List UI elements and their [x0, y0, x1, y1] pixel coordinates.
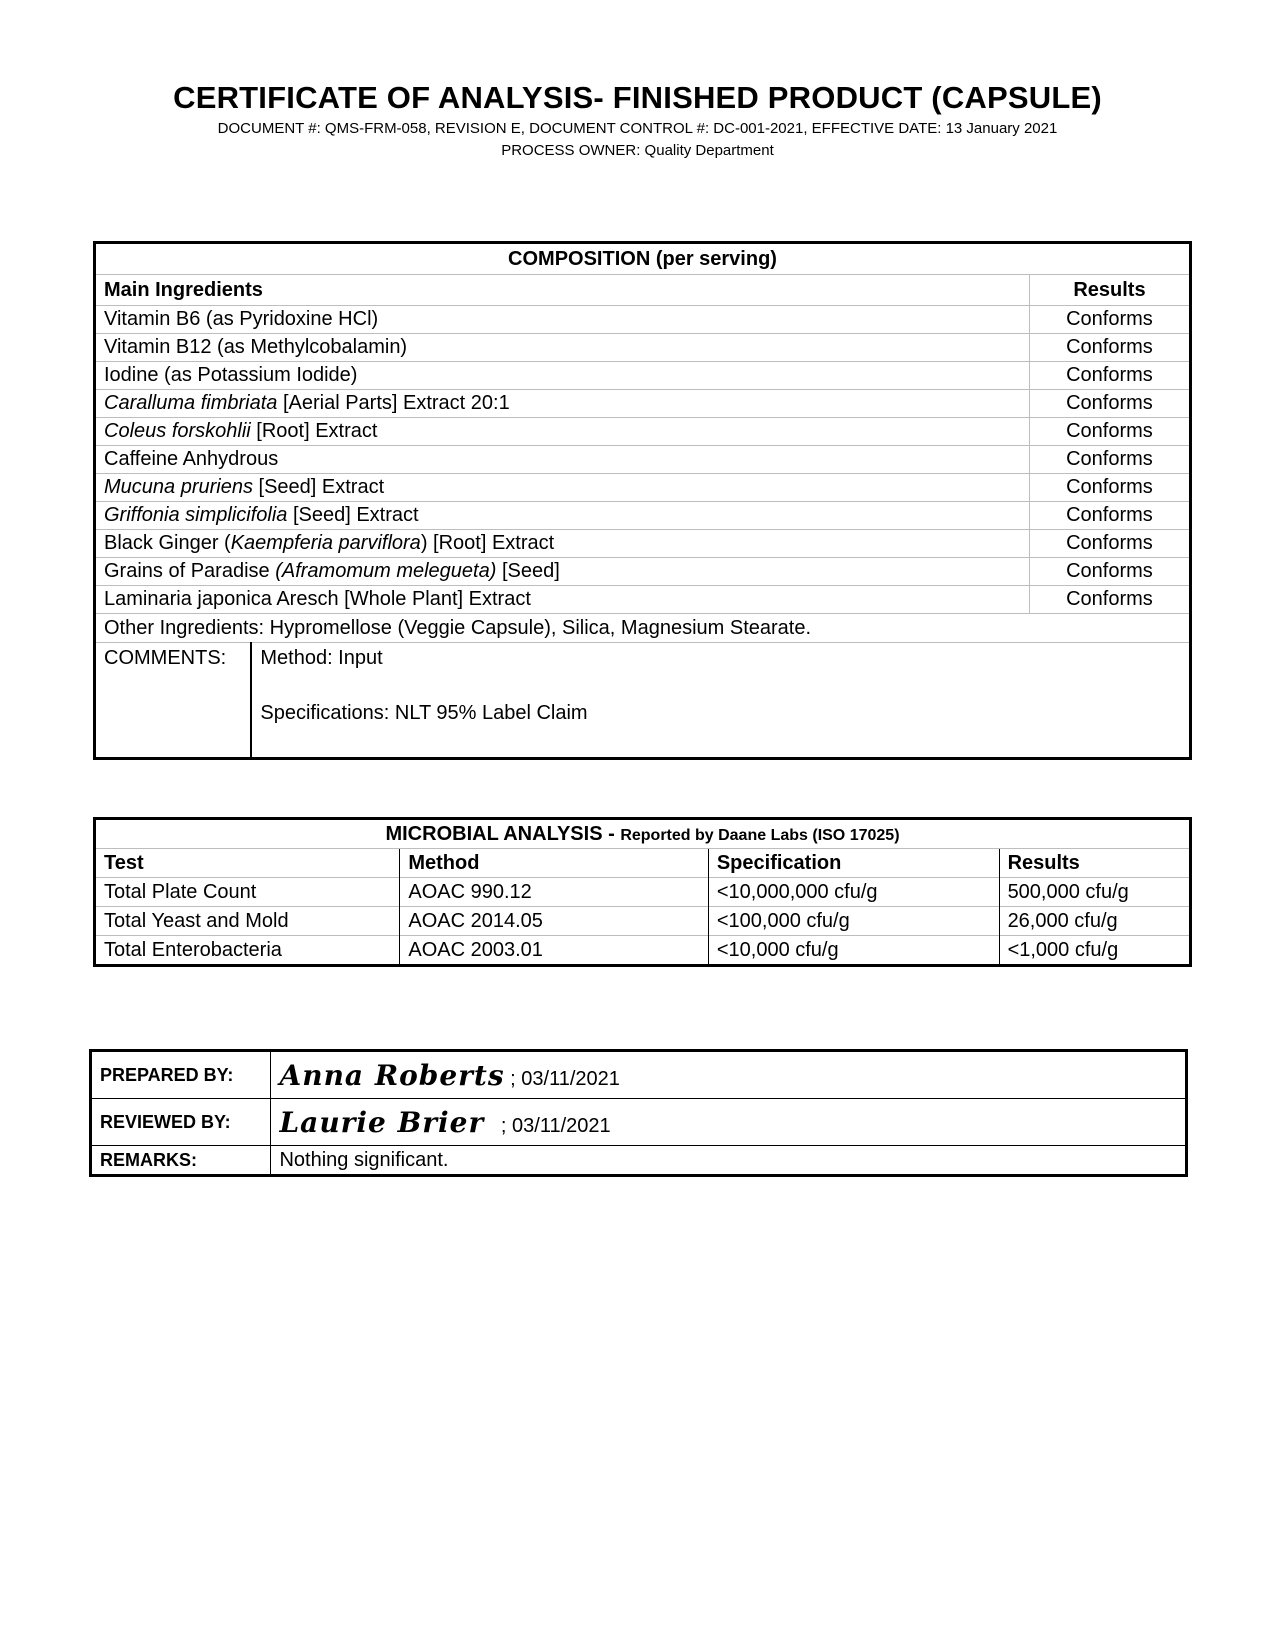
ingredient-name-part: Caffeine Anhydrous — [104, 448, 279, 470]
method-cell: AOAC 990.12 — [400, 878, 708, 907]
microbial-caption-sub: Reported by Daane Labs (ISO 17025) — [620, 826, 900, 844]
ingredient-result: Conforms — [1029, 390, 1190, 418]
ingredient-row — [95, 362, 1191, 390]
col-header-results: Results — [999, 849, 1190, 878]
ingredient-row — [95, 334, 1191, 362]
ingredient-result: Conforms — [1029, 474, 1190, 502]
ingredient-name — [95, 474, 1030, 502]
test-cell: Total Yeast and Mold — [95, 907, 400, 936]
ingredient-name-part: [Seed] — [496, 560, 560, 582]
ingredient-name-part: Black Ginger ( — [104, 532, 231, 554]
test-cell: Total Plate Count — [95, 878, 400, 907]
ingredient-name — [95, 390, 1030, 418]
microbial-row — [95, 907, 1191, 936]
ingredient-result: Conforms — [1029, 418, 1190, 446]
ingredient-name-part: [Seed] Extract — [252, 476, 385, 498]
col-header-test: Test — [95, 849, 400, 878]
ingredient-name-part: Vitamin B12 (as Methylcobalamin) — [104, 336, 408, 358]
ingredient-result: Conforms — [1029, 306, 1190, 334]
document-title: CERTIFICATE OF ANALYSIS- FINISHED PRODUCT (CAPSULE) — [173, 80, 1102, 115]
ingredient-name — [95, 586, 1030, 614]
ingredient-result: Conforms — [1029, 558, 1190, 586]
result-cell: 500,000 cfu/g — [999, 878, 1190, 907]
ingredient-row — [95, 586, 1191, 614]
specification-cell: <10,000 cfu/g — [708, 936, 999, 966]
microbial-header-row — [95, 849, 1191, 878]
reviewed-date: ; 03/11/2021 — [500, 1114, 611, 1137]
ingredient-name-part: Mucuna pruriens — [104, 476, 253, 498]
col-header-specification: Specification — [708, 849, 999, 878]
ingredient-result: Conforms — [1029, 362, 1190, 390]
composition-table — [93, 241, 1192, 760]
microbial-caption — [95, 819, 1191, 849]
col-header-method: Method — [400, 849, 708, 878]
comment-specifications: Specifications: NLT 95% Label Claim — [260, 702, 588, 724]
microbial-table — [93, 817, 1192, 967]
ingredient-row — [95, 530, 1191, 558]
ingredient-name-part: [Seed] Extract — [287, 504, 419, 526]
ingredient-name — [95, 362, 1030, 390]
reviewed-row — [91, 1099, 1187, 1146]
ingredient-name-part: Kaempferia parviflora — [230, 532, 421, 554]
microbial-caption-main: MICROBIAL ANALYSIS - — [385, 822, 621, 845]
remarks-value: Nothing significant. — [271, 1146, 1187, 1176]
document-control-line: DOCUMENT #: QMS-FRM-058, REVISION E, DOCUMENT CONTROL #: DC-001-2021, EFFECTIVE DATE: 13 January 2021 — [217, 120, 1058, 137]
comments-value — [251, 643, 1190, 759]
ingredient-row — [95, 418, 1191, 446]
ingredient-name-part: Laminaria japonica Aresch [Whole Plant] Extract — [104, 588, 531, 610]
remarks-row — [91, 1146, 1187, 1176]
ingredient-name-part: ) [Root] Extract — [420, 532, 555, 554]
comments-label: COMMENTS: — [95, 643, 252, 759]
ingredient-result: Conforms — [1029, 530, 1190, 558]
composition-caption: COMPOSITION (per serving) — [508, 247, 777, 270]
comments-row — [95, 643, 1191, 759]
ingredient-name-part: Iodine (as Potassium Iodide) — [104, 364, 358, 386]
ingredient-name-part: Grains of Paradise — [104, 560, 276, 582]
results-header: Results — [1029, 275, 1190, 306]
method-cell: AOAC 2014.05 — [400, 907, 708, 936]
prepared-date: ; 03/11/2021 — [510, 1067, 620, 1090]
other-ingredients-row — [95, 614, 1191, 643]
ingredient-row — [95, 390, 1191, 418]
prepared-signature: Anna Roberts — [279, 1058, 505, 1092]
ingredient-name-part: Caralluma fimbriata — [104, 392, 278, 414]
ingredient-row — [95, 502, 1191, 530]
ingredient-name-part: (Aframomum melegueta) — [275, 560, 497, 582]
ingredient-name — [95, 334, 1030, 362]
ingredient-name — [95, 530, 1030, 558]
test-cell: Total Enterobacteria — [95, 936, 400, 966]
ingredient-result: Conforms — [1029, 586, 1190, 614]
reviewed-signature: Laurie Brier — [279, 1105, 485, 1139]
ingredient-name — [95, 306, 1030, 334]
ingredient-name-part: [Aerial Parts] Extract 20:1 — [277, 392, 510, 414]
specification-cell: <100,000 cfu/g — [708, 907, 999, 936]
ingredient-row — [95, 306, 1191, 334]
composition-header-row — [95, 275, 1191, 306]
microbial-caption-row — [95, 819, 1191, 849]
reviewed-label: REVIEWED BY: — [91, 1099, 271, 1146]
ingredient-result: Conforms — [1029, 334, 1190, 362]
ingredient-name-part: [Root] Extract — [250, 420, 378, 442]
signoff-table — [89, 1049, 1188, 1177]
ingredient-name — [95, 502, 1030, 530]
process-owner-line: PROCESS OWNER: Quality Department — [501, 142, 774, 159]
prepared-label: PREPARED BY: — [91, 1051, 271, 1099]
result-cell: 26,000 cfu/g — [999, 907, 1190, 936]
ingredient-name-part: Coleus forskohlii — [104, 420, 251, 442]
ingredient-result: Conforms — [1029, 502, 1190, 530]
composition-caption-row — [95, 243, 1191, 275]
ingredient-name — [95, 446, 1030, 474]
reviewed-value — [271, 1099, 1187, 1146]
ingredient-result: Conforms — [1029, 446, 1190, 474]
method-cell: AOAC 2003.01 — [400, 936, 708, 966]
microbial-row — [95, 936, 1191, 966]
ingredient-row — [95, 474, 1191, 502]
ingredient-row — [95, 446, 1191, 474]
ingredient-name-part: Griffonia simplicifolia — [104, 504, 288, 526]
ingredient-name — [95, 558, 1030, 586]
main-ingredients-header: Main Ingredients — [95, 275, 1030, 306]
ingredient-name — [95, 418, 1030, 446]
remarks-label: REMARKS: — [91, 1146, 271, 1176]
microbial-row — [95, 878, 1191, 907]
comment-method: Method: Input — [260, 647, 383, 669]
prepared-value — [271, 1051, 1187, 1099]
ingredient-name-part: Vitamin B6 (as Pyridoxine HCl) — [104, 308, 379, 330]
ingredient-row — [95, 558, 1191, 586]
document-header — [0, 78, 1275, 162]
prepared-row — [91, 1051, 1187, 1099]
specification-cell: <10,000,000 cfu/g — [708, 878, 999, 907]
result-cell: <1,000 cfu/g — [999, 936, 1190, 966]
other-ingredients: Other Ingredients: Hypromellose (Veggie Capsule), Silica, Magnesium Stearate. — [95, 614, 1191, 643]
